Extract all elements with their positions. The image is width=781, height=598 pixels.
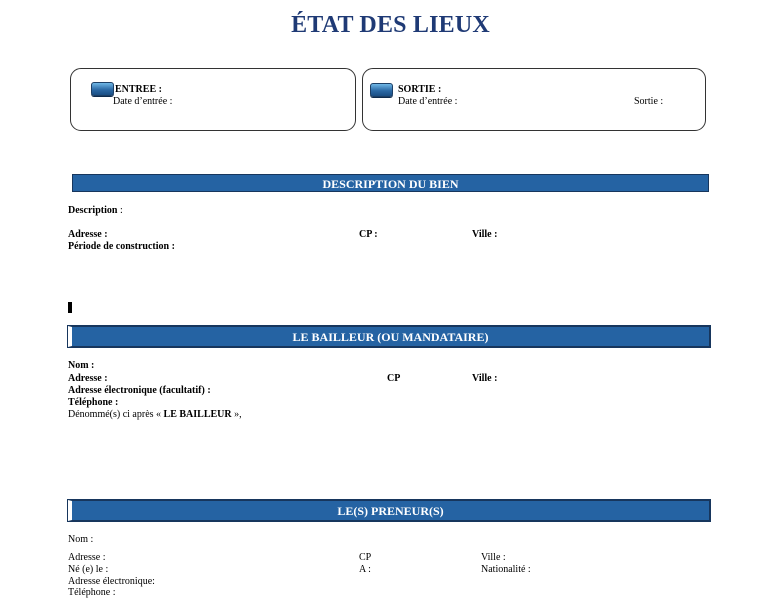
preneur-ville-label: Ville : [481, 552, 506, 563]
sortie-date-sortie-label: Sortie : [634, 96, 664, 107]
entree-checkbox[interactable] [91, 82, 114, 96]
bien-periode-label: Période de construction : [68, 241, 175, 252]
preneur-email-label: Adresse électronique: [68, 576, 155, 587]
bailleur-denomme-text [68, 409, 242, 420]
denomme-prefix: Dénommé(s) ci après « [68, 409, 164, 420]
denomme-bold: LE BAILLEUR [163, 409, 232, 420]
preneur-nationalite-label: Nationalité : [481, 564, 531, 575]
preneur-nom-label: Nom : [68, 534, 94, 545]
bailleur-telephone-label: Téléphone : [68, 397, 119, 408]
bailleur-cp-label: CP [387, 373, 401, 384]
denomme-suffix: », [231, 409, 242, 420]
preneur-telephone-label: Téléphone : [68, 587, 116, 598]
preneur-a-label: A : [359, 564, 371, 575]
description-label: Description [68, 205, 118, 216]
document-title: ÉTAT DES LIEUX [291, 12, 490, 38]
bailleur-ville-label: Ville : [472, 373, 498, 384]
sortie-date-label: Date d’entrée : [398, 96, 458, 107]
section-header-description-bien: DESCRIPTION DU BIEN [72, 174, 709, 192]
preneur-adresse-label: Adresse : [68, 552, 106, 563]
bailleur-nom-label: Nom : [68, 360, 95, 371]
entree-date-label: Date d’entrée : [113, 96, 173, 107]
section-header-preneurs: LE(S) PRENEUR(S) [68, 500, 710, 521]
description-colon: : [117, 205, 123, 216]
bien-ville-label: Ville : [472, 229, 498, 240]
entree-label: ENTREE : [115, 84, 162, 95]
section-header-bailleur: LE BAILLEUR (OU MANDATAIRE) [68, 326, 710, 347]
description-field [68, 205, 123, 216]
bien-cp-label: CP : [359, 229, 378, 240]
bailleur-adresse-label: Adresse : [68, 373, 108, 384]
sortie-label: SORTIE : [398, 84, 442, 95]
bailleur-email-label: Adresse électronique (facultatif) : [68, 385, 211, 396]
section-marker [68, 302, 72, 313]
bien-adresse-label: Adresse : [68, 229, 108, 240]
preneur-ne-label: Né (e) le : [68, 564, 109, 575]
preneur-cp-label: CP [359, 552, 372, 563]
sortie-checkbox[interactable] [370, 83, 393, 97]
